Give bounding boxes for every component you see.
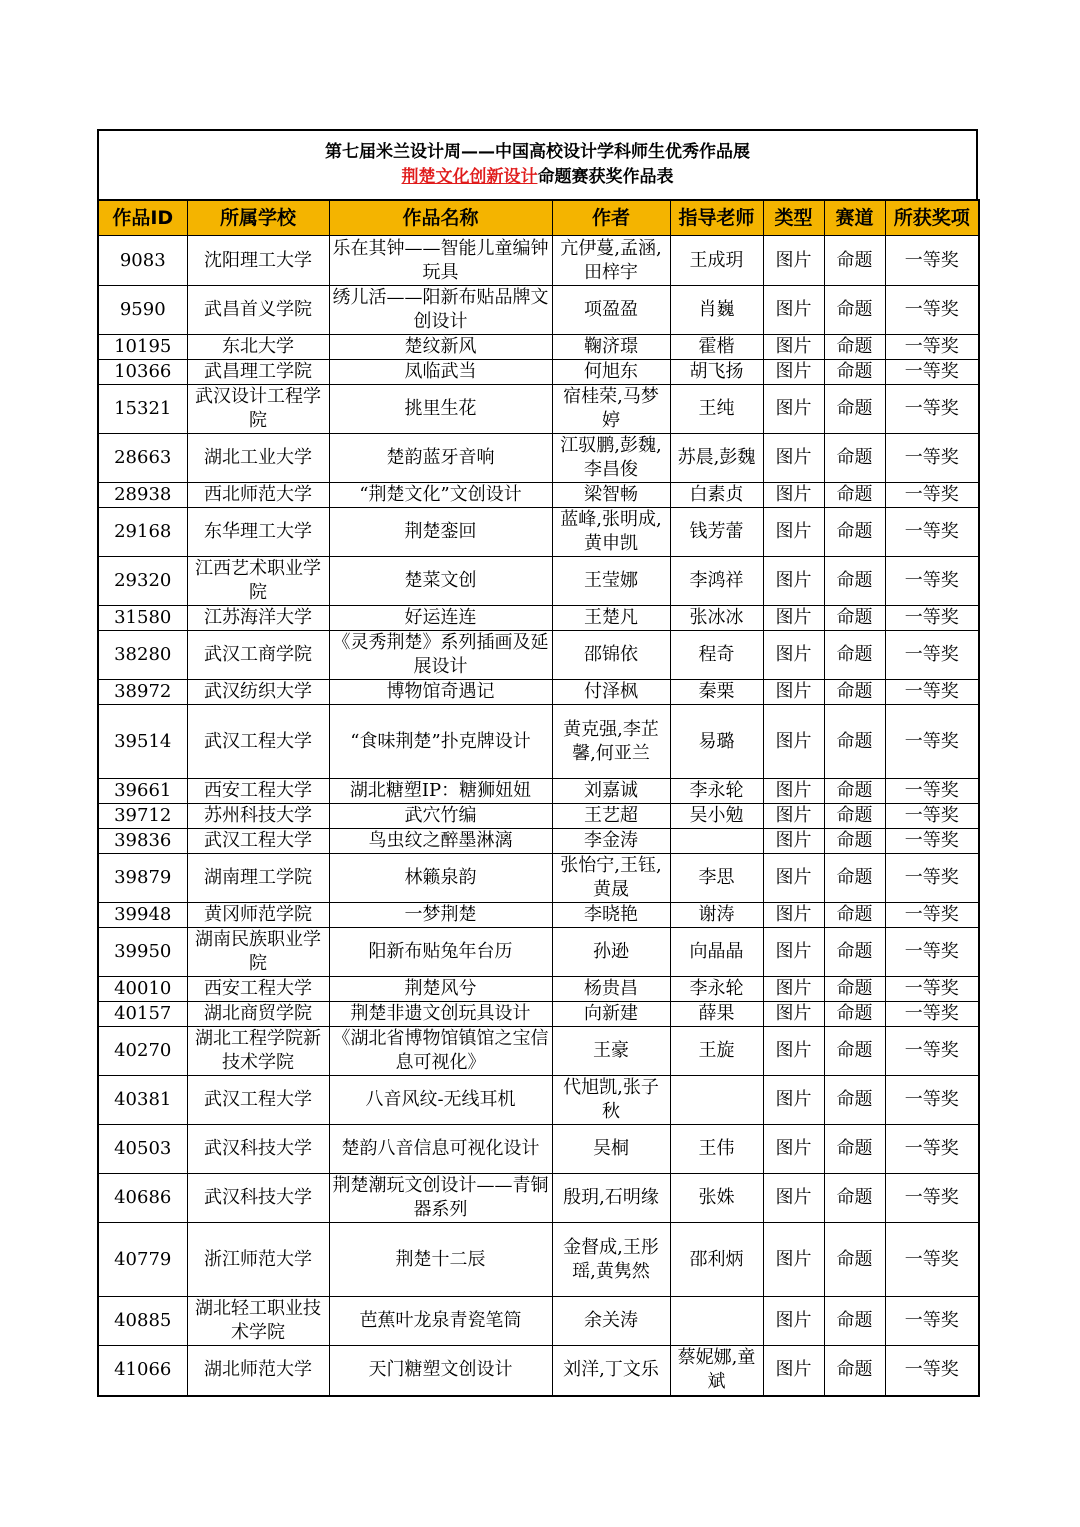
cell-author: 金督成,王彤瑶,黄隽然 [552,1223,670,1297]
cell-title: 天门糖塑文创设计 [329,1346,552,1396]
cell-title: 荆楚风兮 [329,977,552,1002]
title-line-2-rest: 命题赛获奖作品表 [537,167,674,187]
col-header-award: 所获奖项 [885,200,979,236]
table-row [98,286,979,335]
cell-title: 乐在其钟——智能儿童编钟玩具 [329,236,552,286]
cell-author: 项盈盈 [552,286,670,335]
cell-award: 一等奖 [885,829,979,854]
cell-title: 阳新布贴兔年台历 [329,928,552,977]
cell-author: 殷玥,石明缘 [552,1174,670,1223]
cell-award: 一等奖 [885,434,979,483]
col-header-advisor: 指导老师 [670,200,763,236]
cell-title: 《灵秀荆楚》系列插画及延展设计 [329,631,552,680]
cell-id: 40779 [98,1223,187,1297]
cell-award: 一等奖 [885,360,979,385]
cell-author: 余关涛 [552,1297,670,1346]
cell-type: 图片 [763,385,824,434]
cell-award: 一等奖 [885,1027,979,1076]
cell-track: 命题 [824,829,885,854]
cell-type: 图片 [763,854,824,903]
cell-type: 图片 [763,508,824,557]
table-row [98,1076,979,1125]
cell-id: 41066 [98,1346,187,1396]
cell-advisor: 霍楷 [670,335,763,360]
cell-track: 命题 [824,1076,885,1125]
cell-track: 命题 [824,903,885,928]
cell-advisor: 邵利炳 [670,1223,763,1297]
cell-award: 一等奖 [885,631,979,680]
cell-author: 亢伊蔓,孟涵,田梓宇 [552,236,670,286]
cell-advisor: 向晶晶 [670,928,763,977]
cell-id: 15321 [98,385,187,434]
table-row [98,779,979,804]
cell-award: 一等奖 [885,1223,979,1297]
cell-type: 图片 [763,1346,824,1396]
cell-award: 一等奖 [885,977,979,1002]
cell-school: 西安工程大学 [187,779,329,804]
cell-school: 湖北师范大学 [187,1346,329,1396]
cell-school: 西北师范大学 [187,483,329,508]
cell-school: 武汉纺织大学 [187,680,329,705]
cell-award: 一等奖 [885,705,979,779]
cell-track: 命题 [824,1297,885,1346]
cell-advisor: 张姝 [670,1174,763,1223]
cell-advisor: 白素贞 [670,483,763,508]
table-row [98,1223,979,1297]
cell-award: 一等奖 [885,804,979,829]
cell-award: 一等奖 [885,928,979,977]
cell-id: 38280 [98,631,187,680]
cell-advisor: 张冰冰 [670,606,763,631]
cell-track: 命题 [824,854,885,903]
cell-id: 40686 [98,1174,187,1223]
cell-id: 31580 [98,606,187,631]
cell-type: 图片 [763,1027,824,1076]
cell-advisor: 苏晨,彭魏 [670,434,763,483]
cell-title: 荆楚十二辰 [329,1223,552,1297]
cell-author: 黄克强,李芷馨,何亚兰 [552,705,670,779]
cell-title: 楚菜文创 [329,557,552,606]
cell-title: 武穴竹编 [329,804,552,829]
cell-author: 吴桐 [552,1125,670,1174]
cell-school: 湖南民族职业学院 [187,928,329,977]
cell-track: 命题 [824,335,885,360]
cell-advisor: 程奇 [670,631,763,680]
cell-advisor: 李永轮 [670,779,763,804]
cell-author: 梁智畅 [552,483,670,508]
cell-type: 图片 [763,977,824,1002]
cell-title: 湖北糖塑IP：糖狮妞妞 [329,779,552,804]
cell-award: 一等奖 [885,1346,979,1396]
cell-school: 武昌理工学院 [187,360,329,385]
cell-id: 10195 [98,335,187,360]
cell-advisor: 胡飞扬 [670,360,763,385]
cell-type: 图片 [763,1297,824,1346]
cell-track: 命题 [824,928,885,977]
cell-track: 命题 [824,1002,885,1027]
cell-title: 绣儿活——阳新布贴品牌文创设计 [329,286,552,335]
cell-school: 江苏海洋大学 [187,606,329,631]
cell-type: 图片 [763,236,824,286]
cell-author: 李晓艳 [552,903,670,928]
cell-track: 命题 [824,779,885,804]
cell-school: 武汉工商学院 [187,631,329,680]
cell-advisor: 肖巍 [670,286,763,335]
cell-title: “荆楚文化”文创设计 [329,483,552,508]
title-line-1: 第七届米兰设计周——中国高校设计学科师生优秀作品展 [325,142,750,162]
table-row [98,977,979,1002]
cell-track: 命题 [824,680,885,705]
cell-advisor: 王伟 [670,1125,763,1174]
cell-advisor [670,1076,763,1125]
cell-school: 沈阳理工大学 [187,236,329,286]
cell-type: 图片 [763,680,824,705]
table-row [98,829,979,854]
cell-advisor: 李鸿祥 [670,557,763,606]
cell-id: 39879 [98,854,187,903]
cell-advisor: 李思 [670,854,763,903]
cell-school: 东华理工大学 [187,508,329,557]
cell-id: 40270 [98,1027,187,1076]
cell-track: 命题 [824,508,885,557]
cell-id: 28938 [98,483,187,508]
cell-id: 38972 [98,680,187,705]
cell-title: 芭蕉叶龙泉青瓷笔筒 [329,1297,552,1346]
cell-type: 图片 [763,829,824,854]
awards-table [97,199,980,1397]
cell-school: 湖北商贸学院 [187,1002,329,1027]
cell-author: 刘嘉诚 [552,779,670,804]
cell-id: 39950 [98,928,187,977]
cell-award: 一等奖 [885,483,979,508]
table-row [98,1297,979,1346]
cell-author: 蓝峰,张明成,黄申凯 [552,508,670,557]
cell-author: 张怡宁,王钰,黄晟 [552,854,670,903]
cell-title: 荆楚潮玩文创设计——青铜器系列 [329,1174,552,1223]
table-row [98,360,979,385]
cell-id: 40157 [98,1002,187,1027]
table-row [98,1125,979,1174]
cell-id: 39712 [98,804,187,829]
table-row [98,335,979,360]
cell-advisor: 谢涛 [670,903,763,928]
cell-type: 图片 [763,928,824,977]
cell-title: 挑里生花 [329,385,552,434]
cell-title: 一梦荆楚 [329,903,552,928]
cell-track: 命题 [824,705,885,779]
cell-award: 一等奖 [885,508,979,557]
cell-type: 图片 [763,557,824,606]
title-highlight: 荆楚文化创新设计 [401,167,538,187]
col-header-type: 类型 [763,200,824,236]
cell-award: 一等奖 [885,854,979,903]
cell-award: 一等奖 [885,1125,979,1174]
col-header-track: 赛道 [824,200,885,236]
cell-type: 图片 [763,903,824,928]
table-row [98,557,979,606]
cell-school: 西安工程大学 [187,977,329,1002]
cell-school: 苏州科技大学 [187,804,329,829]
table-row [98,434,979,483]
header-row [98,200,979,236]
cell-title: 博物馆奇遇记 [329,680,552,705]
cell-type: 图片 [763,1223,824,1297]
cell-author: 鞠济璟 [552,335,670,360]
cell-type: 图片 [763,705,824,779]
cell-award: 一等奖 [885,557,979,606]
cell-advisor: 吴小勉 [670,804,763,829]
cell-school: 武汉科技大学 [187,1125,329,1174]
cell-school: 武汉设计工程学院 [187,385,329,434]
cell-advisor: 李永轮 [670,977,763,1002]
cell-author: 刘洋,丁文乐 [552,1346,670,1396]
cell-advisor: 蔡妮娜,童斌 [670,1346,763,1396]
table-row [98,385,979,434]
cell-type: 图片 [763,779,824,804]
cell-id: 29320 [98,557,187,606]
cell-award: 一等奖 [885,385,979,434]
cell-award: 一等奖 [885,335,979,360]
table-row [98,903,979,928]
cell-title: 好运连连 [329,606,552,631]
cell-id: 29168 [98,508,187,557]
table-row [98,705,979,779]
cell-id: 9083 [98,236,187,286]
cell-award: 一等奖 [885,779,979,804]
cell-title: 凤临武当 [329,360,552,385]
cell-author: 邵锦依 [552,631,670,680]
cell-school: 东北大学 [187,335,329,360]
cell-school: 黄冈师范学院 [187,903,329,928]
table-row [98,854,979,903]
col-header-title: 作品名称 [329,200,552,236]
cell-track: 命题 [824,236,885,286]
cell-author: 王艺超 [552,804,670,829]
cell-award: 一等奖 [885,236,979,286]
cell-school: 江西艺术职业学院 [187,557,329,606]
cell-school: 湖北工业大学 [187,434,329,483]
cell-award: 一等奖 [885,1297,979,1346]
cell-advisor: 王旋 [670,1027,763,1076]
cell-school: 湖南理工学院 [187,854,329,903]
cell-id: 39948 [98,903,187,928]
table-row [98,804,979,829]
cell-award: 一等奖 [885,1002,979,1027]
cell-award: 一等奖 [885,1174,979,1223]
cell-advisor [670,1297,763,1346]
cell-track: 命题 [824,1223,885,1297]
cell-author: 王豪 [552,1027,670,1076]
cell-school: 武汉工程大学 [187,1076,329,1125]
cell-type: 图片 [763,286,824,335]
cell-type: 图片 [763,1174,824,1223]
cell-track: 命题 [824,360,885,385]
cell-title: 荆楚非遗文创玩具设计 [329,1002,552,1027]
cell-track: 命题 [824,286,885,335]
cell-award: 一等奖 [885,903,979,928]
cell-author: 向新建 [552,1002,670,1027]
cell-author: 王莹娜 [552,557,670,606]
cell-type: 图片 [763,1125,824,1174]
cell-advisor: 钱芳蕾 [670,508,763,557]
cell-type: 图片 [763,804,824,829]
cell-advisor: 王纯 [670,385,763,434]
cell-school: 武汉科技大学 [187,1174,329,1223]
col-header-school: 所属学校 [187,200,329,236]
col-header-author: 作者 [552,200,670,236]
cell-type: 图片 [763,631,824,680]
cell-type: 图片 [763,1076,824,1125]
cell-title: 楚韵八音信息可视化设计 [329,1125,552,1174]
cell-title: “食味荆楚”扑克牌设计 [329,705,552,779]
cell-title: 《湖北省博物馆镇馆之宝信息可视化》 [329,1027,552,1076]
cell-title: 楚纹新风 [329,335,552,360]
cell-school: 湖北工程学院新技术学院 [187,1027,329,1076]
cell-advisor: 薛果 [670,1002,763,1027]
cell-advisor [670,829,763,854]
cell-id: 10366 [98,360,187,385]
cell-track: 命题 [824,606,885,631]
cell-school: 武汉工程大学 [187,829,329,854]
cell-school: 武汉工程大学 [187,705,329,779]
col-header-id: 作品ID [98,200,187,236]
cell-school: 浙江师范大学 [187,1223,329,1297]
cell-type: 图片 [763,360,824,385]
cell-track: 命题 [824,1346,885,1396]
table-row [98,606,979,631]
cell-id: 39836 [98,829,187,854]
cell-school: 湖北轻工职业技术学院 [187,1297,329,1346]
cell-track: 命题 [824,631,885,680]
cell-id: 39514 [98,705,187,779]
cell-author: 孙逊 [552,928,670,977]
cell-track: 命题 [824,557,885,606]
cell-track: 命题 [824,1174,885,1223]
cell-title: 林籁泉韵 [329,854,552,903]
cell-track: 命题 [824,804,885,829]
cell-award: 一等奖 [885,286,979,335]
cell-author: 王楚凡 [552,606,670,631]
cell-track: 命题 [824,1027,885,1076]
cell-author: 杨贵昌 [552,977,670,1002]
table-row [98,1027,979,1076]
cell-author: 何旭东 [552,360,670,385]
cell-track: 命题 [824,977,885,1002]
cell-id: 28663 [98,434,187,483]
cell-track: 命题 [824,434,885,483]
cell-advisor: 王成玥 [670,236,763,286]
cell-title: 鸟虫纹之醉墨淋漓 [329,829,552,854]
table-title [97,129,978,199]
title-line-2 [402,165,674,190]
cell-award: 一等奖 [885,1076,979,1125]
table-row [98,928,979,977]
cell-id: 40010 [98,977,187,1002]
table-row [98,680,979,705]
table-row [98,508,979,557]
cell-author: 付泽枫 [552,680,670,705]
cell-type: 图片 [763,335,824,360]
cell-title: 八音风纹-无线耳机 [329,1076,552,1125]
cell-id: 9590 [98,286,187,335]
table-body [98,236,979,1396]
cell-id: 40503 [98,1125,187,1174]
cell-track: 命题 [824,1125,885,1174]
cell-award: 一等奖 [885,606,979,631]
cell-id: 39661 [98,779,187,804]
cell-award: 一等奖 [885,680,979,705]
cell-author: 江驭鹏,彭魏,李昌俊 [552,434,670,483]
cell-id: 40381 [98,1076,187,1125]
cell-advisor: 易璐 [670,705,763,779]
cell-author: 代旭凯,张子秋 [552,1076,670,1125]
cell-type: 图片 [763,606,824,631]
cell-author: 李金涛 [552,829,670,854]
cell-type: 图片 [763,434,824,483]
cell-school: 武昌首义学院 [187,286,329,335]
cell-author: 宿桂荣,马梦婷 [552,385,670,434]
table-row [98,1346,979,1396]
table-row [98,236,979,286]
cell-title: 荆楚銮回 [329,508,552,557]
cell-id: 40885 [98,1297,187,1346]
table-row [98,1174,979,1223]
cell-track: 命题 [824,483,885,508]
cell-title: 楚韵蓝牙音响 [329,434,552,483]
table-row [98,483,979,508]
cell-advisor: 秦栗 [670,680,763,705]
cell-type: 图片 [763,483,824,508]
cell-type: 图片 [763,1002,824,1027]
table-row [98,1002,979,1027]
table-row [98,631,979,680]
awards-sheet [97,129,978,1397]
cell-track: 命题 [824,385,885,434]
